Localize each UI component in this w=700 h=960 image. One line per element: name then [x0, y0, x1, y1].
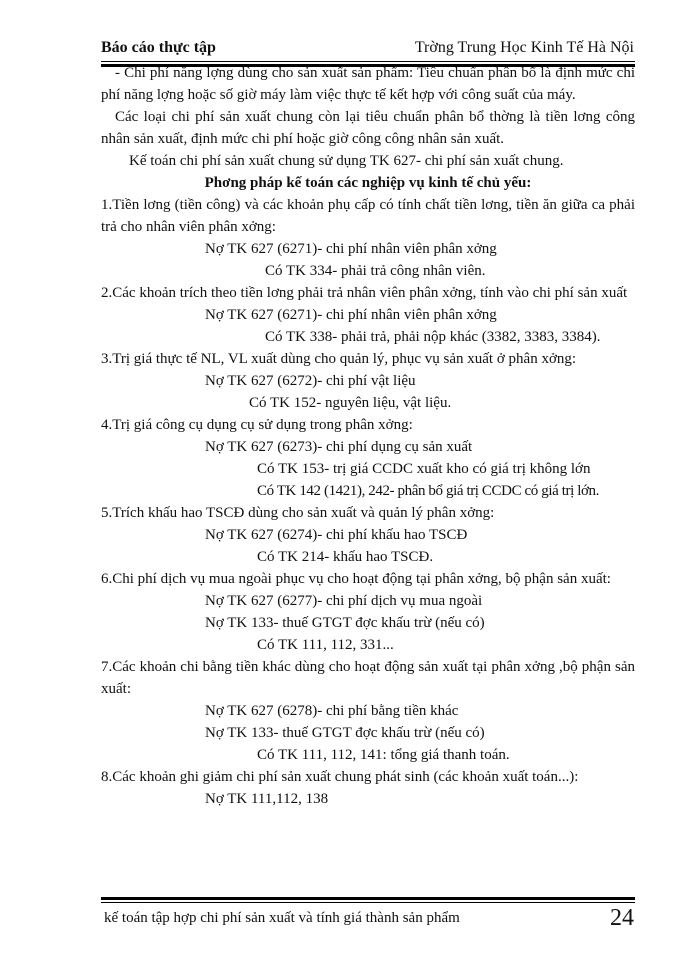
item-4-debit: Nợ TK 627 (6273)- chi phí dụng cụ sản xuất — [205, 439, 473, 455]
footer-rule-thick — [101, 897, 635, 900]
item-6: 6.Chi phí dịch vụ mua ngoài phục vụ cho hoạt động tại phân xởng, bộ phận sản xuất: — [101, 571, 611, 587]
item-6-credit: Có TK 111, 112, 331... — [257, 637, 394, 653]
footer-title: kế toán tập hợp chi phí sản xuất và tính giá thành sản phẩm — [104, 910, 460, 926]
item-8: 8.Các khoản ghi giảm chi phí sản xuất chung phát sinh (các khoản xuất toán...): — [101, 769, 579, 785]
item-4: 4.Trị giá công cụ dụng cụ sử dụng trong phân xởng: — [101, 417, 413, 433]
report-title: Báo cáo thực tập — [101, 39, 216, 56]
item-6-debit-2: Nợ TK 133- thuế GTGT đợc khấu trừ (nếu có) — [205, 615, 485, 631]
item-7-debit-1: Nợ TK 627 (6278)- chi phí bằng tiền khác — [205, 703, 459, 719]
item-3-credit: Có TK 152- nguyên liệu, vật liệu. — [249, 395, 452, 411]
paragraph-other-costs: Các loại chi phí sản xuất chung còn lại tiêu chuẩn phân bổ thờng là tiền lơng công nhân sản xuất, định mức chi phí hoặc giờ công công nhân sản xuất. — [101, 109, 635, 147]
item-5-credit: Có TK 214- khấu hao TSCĐ. — [257, 549, 434, 565]
item-5: 5.Trích khấu hao TSCĐ dùng cho sản xuất và quản lý phân xởng: — [101, 505, 495, 521]
item-2-debit: Nợ TK 627 (6271)- chi phí nhân viên phân xởng — [205, 307, 497, 323]
school-name: Trờng Trung Học Kinh Tế Hà Nội — [414, 39, 634, 56]
paragraph-energy-cost: - Chi phí năng lợng dùng cho sản xuất sản phẩm: Tiêu chuẩn phân bổ là định mức chi phí năng lợng hoặc số giờ máy làm việc thực tế kết hợp với công suất của máy. — [101, 65, 635, 103]
paragraph-account-627: Kế toán chi phí sản xuất chung sử dụng TK 627- chi phí sản xuất chung. — [129, 153, 564, 169]
page-header — [101, 39, 634, 61]
item-1-debit: Nợ TK 627 (6271)- chi phí nhân viên phân xởng — [205, 241, 497, 257]
item-8-debit: Nợ TK 111,112, 138 — [205, 791, 329, 807]
item-3: 3.Trị giá thực tế NL, VL xuất dùng cho quản lý, phục vụ sản xuất ở phân xởng: — [101, 351, 577, 367]
item-7: 7.Các khoản chi bằng tiền khác dùng cho hoạt động sản xuất tại phân xởng ,bộ phận sản xuất: — [101, 659, 635, 697]
item-7-credit: Có TK 111, 112, 141: tổng giá thanh toán. — [257, 747, 510, 763]
page-body — [101, 62, 635, 810]
item-4-credit-1: Có TK 153- trị giá CCDC xuất kho có giá trị không lớn — [257, 461, 591, 477]
item-7-debit-2: Nợ TK 133- thuế GTGT đợc khấu trừ (nếu có) — [205, 725, 485, 741]
item-2: 2.Các khoản trích theo tiền lơng phải trả nhân viên phân xởng, tính vào chi phí sản xuất — [101, 285, 628, 301]
footer-rule-thin — [101, 902, 635, 903]
item-1-credit: Có TK 334- phải trả công nhân viên. — [265, 263, 486, 279]
item-2-credit: Có TK 338- phải trả, phải nộp khác (3382, 3383, 3384). — [265, 329, 601, 345]
item-5-debit: Nợ TK 627 (6274)- chi phí khấu hao TSCĐ — [205, 527, 468, 543]
page-number: 24 — [610, 905, 634, 931]
item-6-debit-1: Nợ TK 627 (6277)- chi phí dịch vụ mua ngoài — [205, 593, 483, 609]
item-1: 1.Tiền lơng (tiền công) và các khoản phụ cấp có tính chất tiền lơng, tiền ăn giữa ca phải trả cho nhân viên phân xởng: — [101, 197, 635, 235]
item-3-debit: Nợ TK 627 (6272)- chi phí vật liệu — [205, 373, 416, 389]
section-heading: Phơng pháp kế toán các nghiệp vụ kinh tế chủ yếu: — [204, 175, 532, 191]
item-4-credit-2: Có TK 142 (1421), 242- phân bổ giá trị CCDC có giá trị lớn. — [257, 483, 599, 499]
